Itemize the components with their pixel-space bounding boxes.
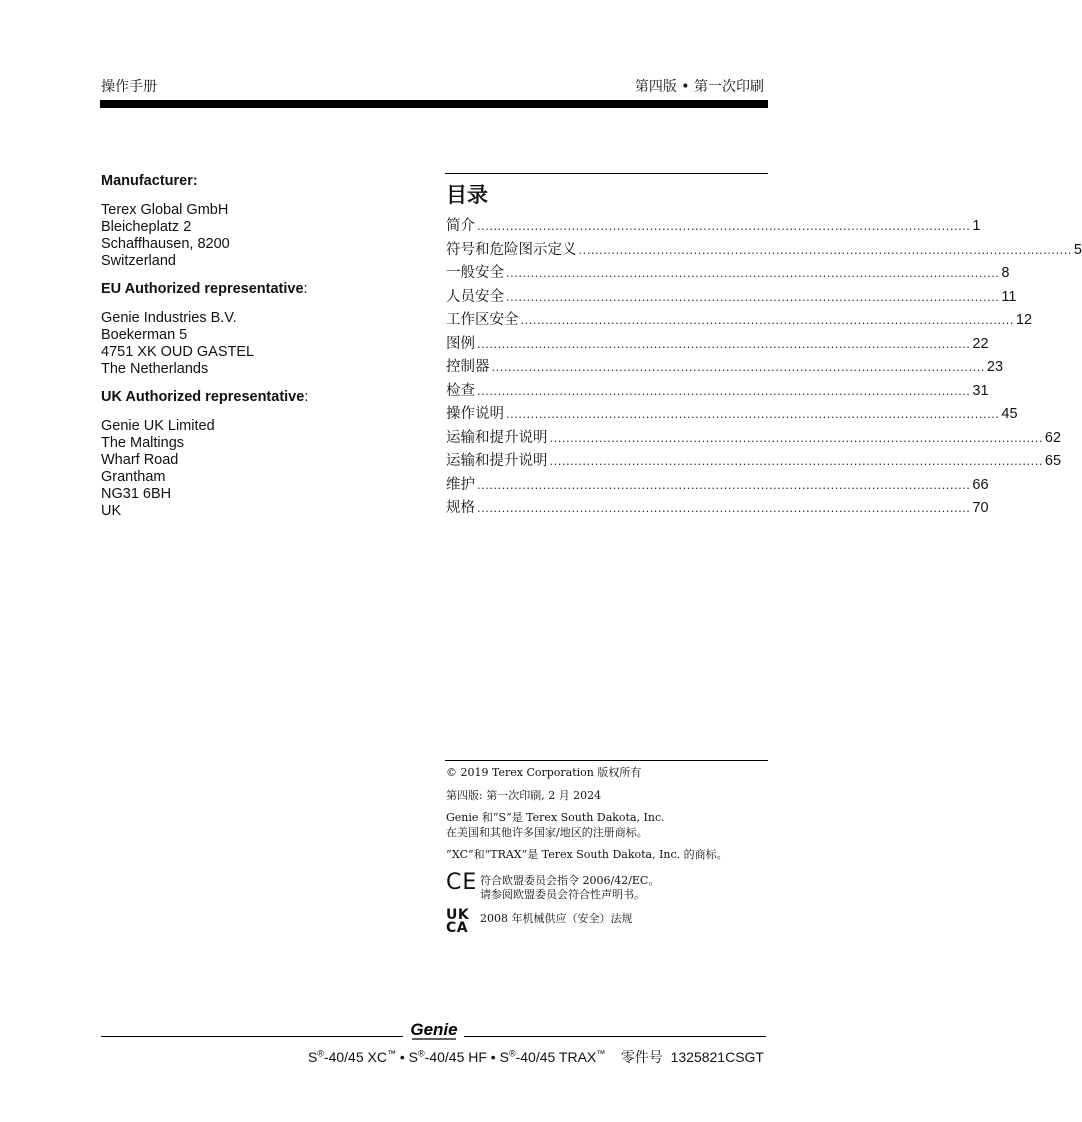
toc-leader-dots: ........................................................................................................................ [491,359,985,374]
ce-compliance [446,871,768,903]
address-line: Terex Global GmbH [101,202,229,218]
toc-entry-label: 操作说明 [446,406,504,422]
toc-leader-dots: ........................................................................................................................ [506,406,1000,421]
copyright-line: © 2019 Terex Corporation 版权所有 [446,766,642,779]
toc-entry-page: 8 [1001,265,1010,281]
manufacturer-address [101,202,421,270]
toc-entry-page: 22 [972,335,989,352]
toc-leader-dots: ........................................................................................................................ [477,218,971,233]
toc-entry-label: 运输和提升说明 [446,429,548,446]
address-line: The Netherlands [101,361,209,377]
address-line: Genie Industries B.V. [101,310,237,326]
copyright-box [446,766,768,941]
toc-entry-label: 运输和提升说明 [446,453,548,469]
toc-entry-page: 66 [972,476,989,493]
toc-leader-dots: ........................................................................................................................ [477,476,971,492]
toc-leader-dots: ........................................................................................................................ [506,265,1000,280]
toc-leader-dots: ........................................................................................................................ [549,429,1043,445]
toc-top-rule [445,173,768,174]
address-line: 4751 XK OUD GASTEL [101,344,255,360]
toc-entry[interactable] [446,261,1010,285]
toc-entry[interactable] [446,379,989,403]
uk-rep-heading: UK Authorized representative: [101,389,309,405]
toc-entry-label: 规格 [446,500,475,516]
toc-leader-dots: ........................................................................................................................ [506,288,1000,304]
toc-entry-page: 62 [1044,429,1062,446]
part-number-label: 零件号 [620,1050,663,1066]
ukca-compliance [446,906,768,936]
toc-entry-page: 23 [986,359,1004,375]
trademark-genie: Genie 和“S”是 Terex South Dakota, Inc. 在美国和其他许多国家/地区的注册商标。 [446,811,665,839]
toc-entry[interactable] [446,449,1062,473]
toc-entry-page: 31 [972,382,989,399]
toc-entry[interactable] [446,308,1033,332]
toc-entry-label: 简介 [446,218,475,234]
trademark-xc-trax: “XC”和“TRAX”是 Terex South Dakota, Inc. 的商标。 [446,848,728,861]
footer-rule-right [464,1036,766,1037]
eu-rep-heading: EU Authorized representative: [101,281,308,297]
toc-entry-label: 人员安全 [446,288,504,305]
toc-entry[interactable] [446,238,1082,262]
address-line: The Maltings [101,435,185,451]
address-line: UK [101,503,122,519]
toc-entry-page: 45 [1001,406,1018,422]
toc-entry[interactable] [446,402,1018,426]
ce-mark-icon: CE [446,869,478,895]
toc-leader-dots: ........................................................................................................................ [477,335,971,351]
toc-entry-page: 1 [972,218,981,234]
eu-rep-address [101,310,421,378]
toc-leader-dots: ........................................................................................................................ [477,382,971,398]
ukca-text: 2008 年机械供应（安全）法规 [480,911,633,925]
header-left-title: 操作手册 [101,79,157,95]
toc-entry-page: 65 [1044,453,1062,469]
header-rule [100,100,768,108]
manufacturer-heading: Manufacturer: [101,173,198,189]
toc-entry[interactable] [446,332,989,356]
address-line: NG31 6BH [101,486,172,502]
part-number: 1325821CSGT [670,1049,764,1065]
genie-logo-icon [406,1018,462,1042]
header-edition: 第四版 • 第一次印刷 [634,79,764,95]
toc-leader-dots: ........................................................................................................................ [477,500,971,515]
ce-text-line: 符合欧盟委员会指令 2006/42/EC。 [480,873,660,887]
address-line: Bleicheplatz 2 [101,219,192,235]
toc-entry-page: 12 [1015,312,1033,328]
toc-entry-label: 维护 [446,476,475,493]
toc-leader-dots: ........................................................................................................................ [520,312,1014,327]
footer-model-line: S®-40/45 XC™ • S®-40/45 HF • S®-40/45 TRAX™ 零件号 1325821CSGT [307,1048,764,1066]
address-line: Grantham [101,469,166,485]
toc-entry-label: 工作区安全 [446,312,519,328]
footer-rule-left [101,1036,403,1037]
edition-line: 第四版: 第一次印刷, 2 月 2024 [446,788,602,802]
ce-text-line: 请参阅欧盟委员会符合性声明书。 [480,888,645,901]
toc-title: 目录 [446,182,488,207]
toc-entry[interactable] [446,214,981,238]
address-line: Switzerland [101,253,176,269]
address-line: Genie UK Limited [101,418,215,434]
ukca-mark-icon: UK CA [446,906,470,936]
table-of-contents [446,214,1082,520]
svg-text:Genie: Genie [410,1020,458,1039]
toc-leader-dots: ........................................................................................................................ [549,453,1043,468]
toc-entry-page: 5 [1073,241,1082,258]
address-line: Wharf Road [101,452,179,468]
toc-leader-dots: ........................................................................................................................ [578,241,1072,257]
toc-entry-label: 一般安全 [446,265,504,281]
toc-entry[interactable] [446,426,1062,450]
toc-entry[interactable] [446,355,1004,379]
toc-entry[interactable] [446,496,989,520]
toc-entry-label: 符号和危险图示定义 [446,241,577,258]
uk-rep-address [101,418,421,520]
toc-entry[interactable] [446,285,1017,309]
toc-entry-label: 控制器 [446,359,490,375]
address-line: Schaffhausen, 8200 [101,236,230,252]
addresses-column [101,173,421,520]
toc-entry[interactable] [446,473,989,497]
toc-entry-label: 检查 [446,382,475,399]
toc-entry-page: 11 [1001,288,1017,305]
copyright-top-rule [445,760,768,761]
toc-entry-label: 图例 [446,335,475,352]
address-line: Boekerman 5 [101,327,188,343]
toc-entry-page: 70 [972,500,989,516]
